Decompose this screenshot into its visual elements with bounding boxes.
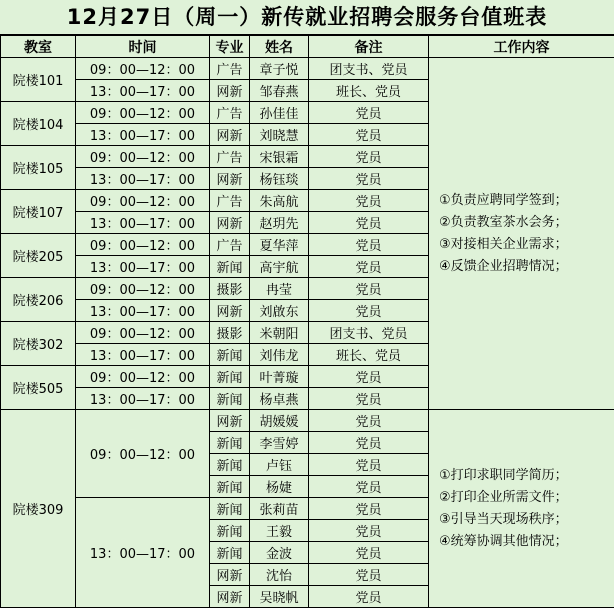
- cell-name: 冉莹: [250, 278, 309, 300]
- cell-time: 13：00—17：00: [76, 168, 210, 190]
- cell-room: 院楼505: [1, 366, 76, 410]
- duty-table: [0, 35, 614, 608]
- cell-major: 新闻: [210, 256, 250, 278]
- header-row: [1, 36, 614, 58]
- cell-note: 党员: [309, 586, 429, 608]
- cell-major: 广告: [210, 190, 250, 212]
- cell-major: 网新: [210, 124, 250, 146]
- cell-name: 杨钰琰: [250, 168, 309, 190]
- cell-note: 团支书、党员: [309, 322, 429, 344]
- cell-time: 09：00—12：00: [76, 410, 210, 498]
- cell-time: 13：00—17：00: [76, 256, 210, 278]
- work-item: ①负责应聘同学签到；: [439, 190, 614, 212]
- cell-major: 广告: [210, 146, 250, 168]
- cell-note: 党员: [309, 146, 429, 168]
- work-item: ②打印企业所需文件；: [439, 487, 614, 509]
- cell-time: 13：00—17：00: [76, 212, 210, 234]
- cell-note: 党员: [309, 102, 429, 124]
- cell-major: 网新: [210, 586, 250, 608]
- page-title: 12月27日（周一）新传就业招聘会服务台值班表: [0, 0, 614, 35]
- cell-major: 新闻: [210, 476, 250, 498]
- cell-name: 赵玥先: [250, 212, 309, 234]
- cell-time: 13：00—17：00: [76, 388, 210, 410]
- cell-name: 沈怡: [250, 564, 309, 586]
- cell-note: 党员: [309, 564, 429, 586]
- cell-time: 09：00—12：00: [76, 102, 210, 124]
- cell-name: 夏华萍: [250, 234, 309, 256]
- cell-note: 党员: [309, 278, 429, 300]
- cell-time: 13：00—17：00: [76, 344, 210, 366]
- cell-name: 杨卓燕: [250, 388, 309, 410]
- cell-major: 广告: [210, 234, 250, 256]
- cell-name: 高宇航: [250, 256, 309, 278]
- cell-time: 09：00—12：00: [76, 234, 210, 256]
- cell-time: 13：00—17：00: [76, 498, 210, 608]
- cell-name: 张莉苗: [250, 498, 309, 520]
- cell-note: 党员: [309, 168, 429, 190]
- cell-note: 班长、党员: [309, 344, 429, 366]
- cell-name: 叶菁璇: [250, 366, 309, 388]
- header-note: 备注: [309, 36, 429, 58]
- cell-time: 13：00—17：00: [76, 124, 210, 146]
- cell-major: 新闻: [210, 388, 250, 410]
- cell-time: 09：00—12：00: [76, 146, 210, 168]
- cell-name: 朱高航: [250, 190, 309, 212]
- cell-note: 党员: [309, 432, 429, 454]
- header-time: 时间: [76, 36, 210, 58]
- work-content-1: [429, 58, 614, 410]
- cell-room: 院楼107: [1, 190, 76, 234]
- cell-note: 党员: [309, 234, 429, 256]
- cell-time: 13：00—17：00: [76, 80, 210, 102]
- header-major: 专业: [210, 36, 250, 58]
- cell-note: 党员: [309, 520, 429, 542]
- cell-time: 09：00—12：00: [76, 190, 210, 212]
- cell-name: 王毅: [250, 520, 309, 542]
- cell-major: 网新: [210, 168, 250, 190]
- cell-time: 09：00—12：00: [76, 278, 210, 300]
- cell-major: 网新: [210, 212, 250, 234]
- cell-note: 党员: [309, 124, 429, 146]
- cell-name: 卢钰: [250, 454, 309, 476]
- cell-room: 院楼205: [1, 234, 76, 278]
- cell-note: 团支书、党员: [309, 58, 429, 80]
- cell-major: 网新: [210, 80, 250, 102]
- work-item: ②负责教室茶水会务；: [439, 212, 614, 234]
- cell-room: 院楼104: [1, 102, 76, 146]
- cell-major: 新闻: [210, 498, 250, 520]
- cell-note: 党员: [309, 256, 429, 278]
- work-item: ①打印求职同学简历；: [439, 465, 614, 487]
- cell-major: 新闻: [210, 520, 250, 542]
- cell-major: 广告: [210, 58, 250, 80]
- cell-name: 章子悦: [250, 58, 309, 80]
- cell-note: 党员: [309, 190, 429, 212]
- cell-name: 邹春燕: [250, 80, 309, 102]
- work-item: ④反馈企业招聘情况；: [439, 256, 614, 278]
- cell-time: 13：00—17：00: [76, 300, 210, 322]
- cell-note: 党员: [309, 300, 429, 322]
- cell-major: 新闻: [210, 542, 250, 564]
- cell-name: 金波: [250, 542, 309, 564]
- cell-note: 党员: [309, 476, 429, 498]
- work-item: ④统筹协调其他情况；: [439, 531, 614, 553]
- cell-name: 米朝阳: [250, 322, 309, 344]
- header-room: 教室: [1, 36, 76, 58]
- cell-major: 摄影: [210, 322, 250, 344]
- cell-name: 刘伟龙: [250, 344, 309, 366]
- cell-time: 09：00—12：00: [76, 58, 210, 80]
- work-content-2: [429, 410, 614, 608]
- cell-name: 刘晓慧: [250, 124, 309, 146]
- cell-name: 李雪婷: [250, 432, 309, 454]
- cell-name: 孙佳佳: [250, 102, 309, 124]
- cell-note: 党员: [309, 212, 429, 234]
- table-row: [1, 58, 614, 80]
- cell-name: 杨婕: [250, 476, 309, 498]
- cell-name: 宋银霜: [250, 146, 309, 168]
- cell-major: 新闻: [210, 454, 250, 476]
- cell-room: 院楼302: [1, 322, 76, 366]
- cell-major: 新闻: [210, 366, 250, 388]
- cell-name: 胡媛媛: [250, 410, 309, 432]
- cell-major: 新闻: [210, 344, 250, 366]
- cell-note: 党员: [309, 410, 429, 432]
- table-row: [1, 410, 614, 432]
- cell-major: 新闻: [210, 432, 250, 454]
- work-item: ③引导当天现场秩序；: [439, 509, 614, 531]
- cell-note: 党员: [309, 454, 429, 476]
- cell-name: 吴晓帆: [250, 586, 309, 608]
- cell-major: 网新: [210, 410, 250, 432]
- cell-major: 网新: [210, 300, 250, 322]
- cell-room: 院楼309: [1, 410, 76, 608]
- cell-time: 09：00—12：00: [76, 322, 210, 344]
- cell-room: 院楼105: [1, 146, 76, 190]
- cell-note: 党员: [309, 542, 429, 564]
- cell-note: 党员: [309, 366, 429, 388]
- cell-time: 09：00—12：00: [76, 366, 210, 388]
- cell-room: 院楼206: [1, 278, 76, 322]
- cell-note: 党员: [309, 388, 429, 410]
- cell-major: 摄影: [210, 278, 250, 300]
- cell-room: 院楼101: [1, 58, 76, 102]
- cell-major: 广告: [210, 102, 250, 124]
- cell-name: 刘啟东: [250, 300, 309, 322]
- header-work: 工作内容: [429, 36, 614, 58]
- cell-major: 网新: [210, 564, 250, 586]
- cell-note: 党员: [309, 498, 429, 520]
- header-name: 姓名: [250, 36, 309, 58]
- work-item: ③对接相关企业需求；: [439, 234, 614, 256]
- cell-note: 班长、党员: [309, 80, 429, 102]
